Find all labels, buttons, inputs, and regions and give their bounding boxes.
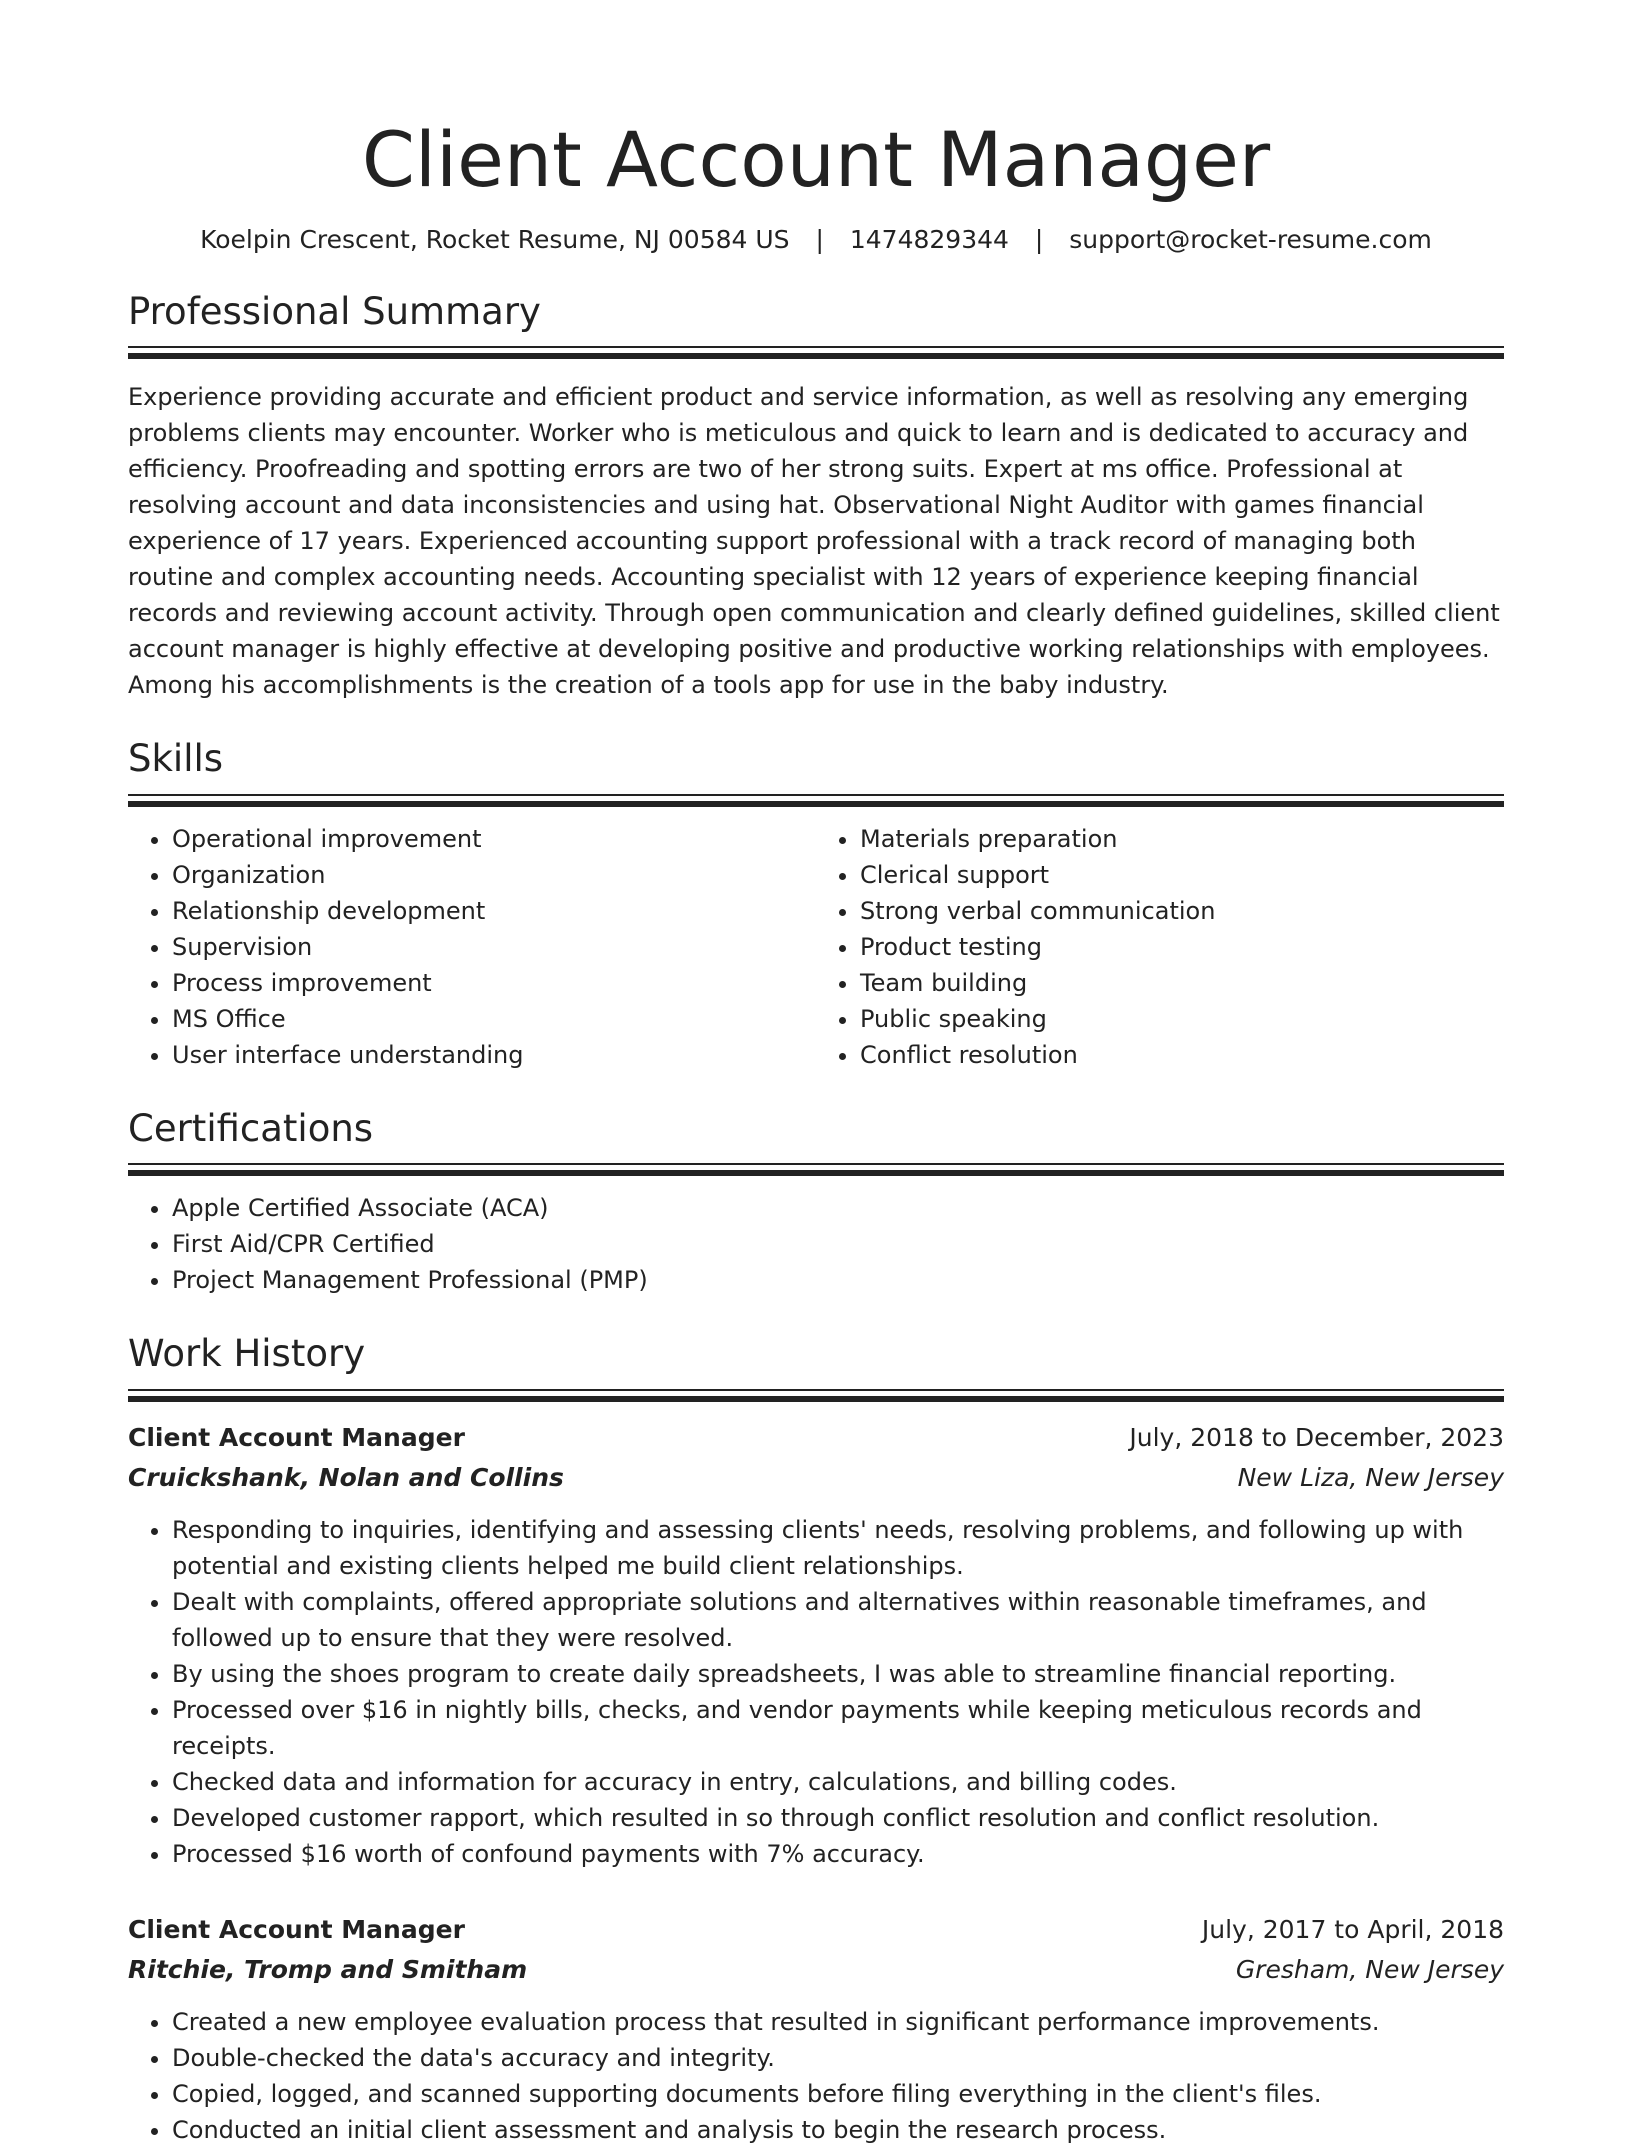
job-bullet: • Processed over $16 in nightly bills, checks, and vendor payments while keeping meticulous records and receipts. (172, 1692, 1504, 1764)
job-subheader-row (128, 1458, 1504, 1498)
contact-separator: | (1034, 224, 1044, 254)
certification-item: • Apple Certified Associate (ACA) (172, 1190, 1504, 1226)
job-dates: July, 2017 to April, 2018 (1201, 1914, 1504, 1944)
job-entry (128, 1418, 1504, 1872)
skill-item: • Strong verbal communication (860, 893, 1504, 929)
skill-item: • Public speaking (860, 1001, 1504, 1037)
skill-item: • Process improvement (172, 965, 816, 1001)
skill-item: • Conflict resolution (860, 1037, 1504, 1073)
skills-section (128, 737, 1504, 1072)
job-bullet: • Dealt with complaints, offered appropriate solutions and alternatives within reasonable timeframes, and followed up to ensure that they were resolved. (172, 1584, 1504, 1656)
certification-item: • Project Management Professional (PMP) (172, 1262, 1504, 1298)
contact-line (128, 224, 1504, 257)
skill-item: • Relationship development (172, 893, 816, 929)
section-title-summary: Professional Summary (128, 290, 541, 334)
job-subheader-row (128, 1950, 1504, 1990)
certifications-section (128, 1107, 1504, 1298)
job-company: Ritchie, Tromp and Smitham (128, 1954, 528, 1984)
job-location: Gresham, New Jersey (1235, 1954, 1504, 1984)
contact-address: Koelpin Crescent, Rocket Resume, NJ 00584 US (200, 224, 790, 254)
summary-section (128, 290, 1504, 703)
job-bullet: • Conducted an initial client assessment and analysis to begin the research process. (172, 2112, 1504, 2148)
contact-email: support@rocket-resume.com (1069, 224, 1432, 254)
resume-name: Client Account Manager (361, 115, 1271, 204)
skill-item: • Team building (860, 965, 1504, 1001)
job-bullets (128, 2004, 1504, 2148)
skill-item: • User interface understanding (172, 1037, 816, 1073)
skills-list-right (816, 821, 1504, 1073)
job-bullet: • By using the shoes program to create daily spreadsheets, I was able to streamline financial reporting. (172, 1656, 1504, 1692)
certification-item: • First Aid/CPR Certified (172, 1226, 1504, 1262)
job-bullets (128, 1512, 1504, 1872)
job-dates: July, 2018 to December, 2023 (1129, 1422, 1504, 1452)
job-bullet: • Responding to inquiries, identifying and assessing clients' needs, resolving problems, and following up with potential and existing clients helped me build client relationships. (172, 1512, 1504, 1584)
job-header-row (128, 1418, 1504, 1458)
job-bullet: • Double-checked the data's accuracy and integrity. (172, 2040, 1504, 2076)
work-history-section (128, 1332, 1504, 2147)
skills-grid (128, 821, 1504, 1073)
section-title-work-history: Work History (128, 1332, 366, 1376)
skill-item: • Organization (172, 857, 816, 893)
section-divider (128, 1389, 1504, 1402)
job-title: Client Account Manager (128, 1422, 465, 1452)
job-title: Client Account Manager (128, 1914, 465, 1944)
contact-phone: 1474829344 (849, 224, 1009, 254)
certifications-list (128, 1190, 1504, 1298)
job-company: Cruickshank, Nolan and Collins (128, 1462, 564, 1492)
skills-list-left (128, 821, 816, 1073)
job-bullet: • Developed customer rapport, which resulted in so through conflict resolution and conflict resolution. (172, 1800, 1504, 1836)
job-bullet: • Checked data and information for accuracy in entry, calculations, and billing codes. (172, 1764, 1504, 1800)
skill-item: • Materials preparation (860, 821, 1504, 857)
contact-separator: | (815, 224, 824, 254)
section-title-certifications: Certifications (128, 1106, 374, 1150)
job-bullet: • Processed $16 worth of confound payments with 7% accuracy. (172, 1836, 1504, 1872)
job-bullet: • Created a new employee evaluation process that resulted in significant performance improvements. (172, 2004, 1504, 2040)
section-divider (128, 794, 1504, 807)
job-location: New Liza, New Jersey (1237, 1462, 1504, 1492)
skill-item: • MS Office (172, 1001, 816, 1037)
skill-item: • Clerical support (860, 857, 1504, 893)
job-header-row (128, 1910, 1504, 1950)
skill-item: • Product testing (860, 929, 1504, 965)
summary-text: Experience providing accurate and efficient product and service information, as well as resolving any emerging problems clients may encounter. Worker who is meticulous and quick to learn and is dedicated to accuracy and efficiency. Proofreading and spotting errors are two of her strong suits. Expert at ms office. Professional at resolving account and data inconsistencies and using hat. Observational Night Auditor with games financial experience of 17 years. Experienced accounting support professional with a track record of managing both routine and complex accounting needs. Accounting specialist with 12 years of experience keeping financial records and reviewing account activity. Through open communication and clearly defined guidelines, skilled client account manager is highly effective at developing positive and productive working relationships with employees. Among his accomplishments is the creation of a tools app for use in the baby industry. (128, 383, 1500, 700)
job-bullet: • Copied, logged, and scanned supporting documents before filing everything in the client's files. (172, 2076, 1504, 2112)
skill-item: • Operational improvement (172, 821, 816, 857)
section-divider (128, 1163, 1504, 1176)
skill-item: • Supervision (172, 929, 816, 965)
section-title-skills: Skills (128, 737, 224, 781)
section-divider (128, 346, 1504, 359)
